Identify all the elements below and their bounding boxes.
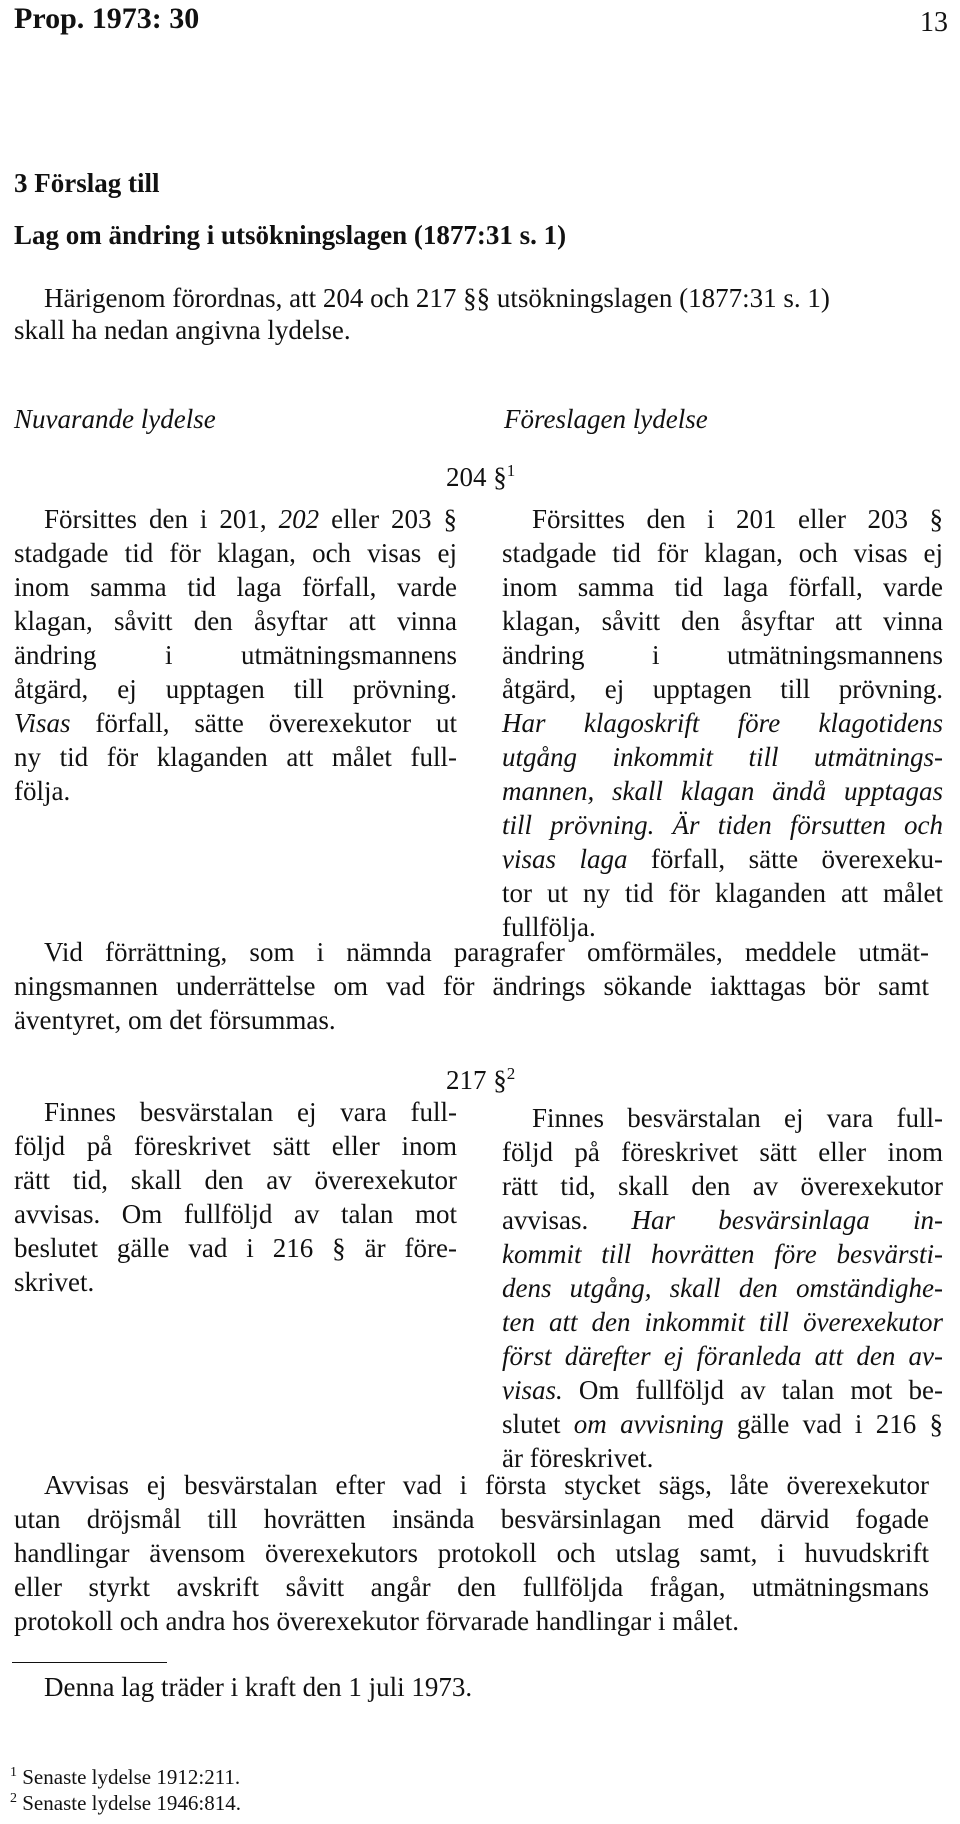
- text-line: kommit till hovrätten före besvärsti-: [502, 1239, 943, 1269]
- text-line: tor ut ny tid för klaganden att målet: [502, 878, 943, 908]
- section-204-proposed: [502, 502, 943, 944]
- proposal-heading: 3 Förslag till: [14, 168, 160, 198]
- text-line: äventyret, om det försummas.: [14, 1005, 336, 1035]
- text-line: avvisas. Om fullföljd av talan mot: [14, 1199, 457, 1229]
- footnote-2: [10, 1786, 241, 1816]
- text-line: Visas förfall, sätte överexekutor ut: [14, 708, 457, 738]
- text-line: slutet om avvisning gälle vad i 216 §: [502, 1409, 943, 1439]
- text-line: klagan, såvitt den åsyftar att vinna: [502, 606, 943, 636]
- section-217-proposed: [502, 1101, 943, 1475]
- text-line: rätt tid, skall den av överexekutor: [502, 1171, 943, 1201]
- text-line: Finnes besvärstalan ej vara full-: [44, 1097, 457, 1127]
- text-line: inom samma tid laga förfall, varde: [14, 572, 457, 602]
- section-217-number: 217 §: [446, 1065, 507, 1095]
- text-line: Försittes den i 201, 202 eller 203 §: [44, 504, 457, 534]
- section-204-common-paragraph: [14, 935, 929, 1037]
- text-line: Försittes den i 201 eller 203 §: [532, 504, 943, 534]
- text-line: dens utgång, skall den omständighe-: [502, 1273, 943, 1303]
- footnote-ref-2: 2: [506, 1064, 516, 1083]
- section-204-number: 204 §: [446, 462, 507, 492]
- footnote-1-text: Senaste lydelse 1912:211.: [22, 1765, 241, 1789]
- text-line: ningsmannen underrättelse om vad för ändrings sökande iakttagas bör samt: [14, 971, 929, 1001]
- text-line: beslutet gälle vad i 216 § är före-: [14, 1233, 457, 1263]
- section-217-label: [446, 1063, 515, 1097]
- text-line: utgång inkommit till utmätnings-: [502, 742, 943, 772]
- text-line: visas laga förfall, sätte överexeku-: [502, 844, 943, 874]
- text-line: stadgade tid för klagan, och visas ej: [14, 538, 457, 568]
- document-title: Prop. 1973: 30: [14, 2, 200, 35]
- text-line: fullfölja.: [502, 912, 596, 942]
- page-number: 13: [920, 7, 948, 38]
- text-line: följd på föreskrivet sätt eller inom: [502, 1137, 943, 1167]
- text-line: är föreskrivet.: [502, 1443, 654, 1473]
- text-line: Vid förrättning, som i nämnda paragrafer omförmäles, meddele utmät-: [44, 937, 929, 967]
- text-line: eller styrkt avskrift såvitt angår den fullföljda frågan, utmätningsmans: [14, 1572, 929, 1602]
- text-line: klagan, såvitt den åsyftar att vinna: [14, 606, 457, 636]
- text-line: avvisas. Har besvärsinlaga in-: [502, 1205, 944, 1235]
- section-217-common-paragraph: [14, 1468, 929, 1638]
- intro-line-2: skall ha nedan angivna lydelse.: [14, 315, 351, 345]
- separator-rule: [12, 1662, 167, 1663]
- footnote-2-number: 2: [10, 1791, 17, 1806]
- intro-line-1: Härigenom förordnas, att 204 och 217 §§ utsökningslagen (1877:31 s. 1): [44, 283, 830, 313]
- text-line: ändring i utmätningsmannens: [14, 640, 457, 670]
- text-line: ny tid för klaganden att målet full-: [14, 742, 457, 772]
- section-204-current: [14, 502, 457, 808]
- text-line: Finnes besvärstalan ej vara full-: [532, 1103, 943, 1133]
- text-line: ten att den inkommit till överexekutor: [502, 1307, 943, 1337]
- text-line: rätt tid, skall den av överexekutor: [14, 1165, 457, 1195]
- text-line: handlingar ävensom överexekutors protokoll och utslag samt, i huvudskrift: [14, 1538, 929, 1568]
- text-line: inom samma tid laga förfall, varde: [502, 572, 943, 602]
- footnote-ref-1: 1: [506, 461, 516, 480]
- law-title: Lag om ändring i utsökningslagen (1877:31 s. 1): [14, 220, 567, 250]
- text-line: åtgärd, ej upptagen till prövning.: [14, 674, 457, 704]
- text-line: Avvisas ej besvärstalan efter vad i första stycket sägs, låte överexekutor: [44, 1470, 929, 1500]
- text-line: stadgade tid för klagan, och visas ej: [502, 538, 943, 568]
- proposed-wording-heading: Föreslagen lydelse: [504, 404, 708, 434]
- text-line: mannen, skall klagan ändå upptagas: [502, 776, 943, 806]
- text-line: följa.: [14, 776, 71, 806]
- text-line: följd på föreskrivet sätt eller inom: [14, 1131, 457, 1161]
- text-line: utan dröjsmål till hovrätten insända besvärsinlagan med därvid fogade: [14, 1504, 929, 1534]
- text-line: ändring i utmätningsmannens: [502, 640, 943, 670]
- text-line: till prövning. Är tiden försutten och: [502, 810, 943, 840]
- text-line: först därefter ej föranleda att den av-: [502, 1341, 943, 1371]
- text-line: åtgärd, ej upptagen till prövning.: [502, 674, 943, 704]
- text-line: visas. Om fullföljd av talan mot be-: [502, 1375, 943, 1405]
- text-line: skrivet.: [14, 1267, 95, 1297]
- current-wording-heading: Nuvarande lydelse: [14, 404, 216, 434]
- footnote-2-text: Senaste lydelse 1946:814.: [22, 1791, 241, 1815]
- text-line: protokoll och andra hos överexekutor förvarade handlingar i målet.: [14, 1606, 739, 1636]
- text-line: Har klagoskrift före klagotidens: [502, 708, 943, 738]
- effective-date: Denna lag träder i kraft den 1 juli 1973.: [44, 1672, 473, 1702]
- section-217-current: [14, 1095, 457, 1299]
- section-204-label: [446, 460, 515, 494]
- footnote-1-number: 1: [10, 1765, 17, 1780]
